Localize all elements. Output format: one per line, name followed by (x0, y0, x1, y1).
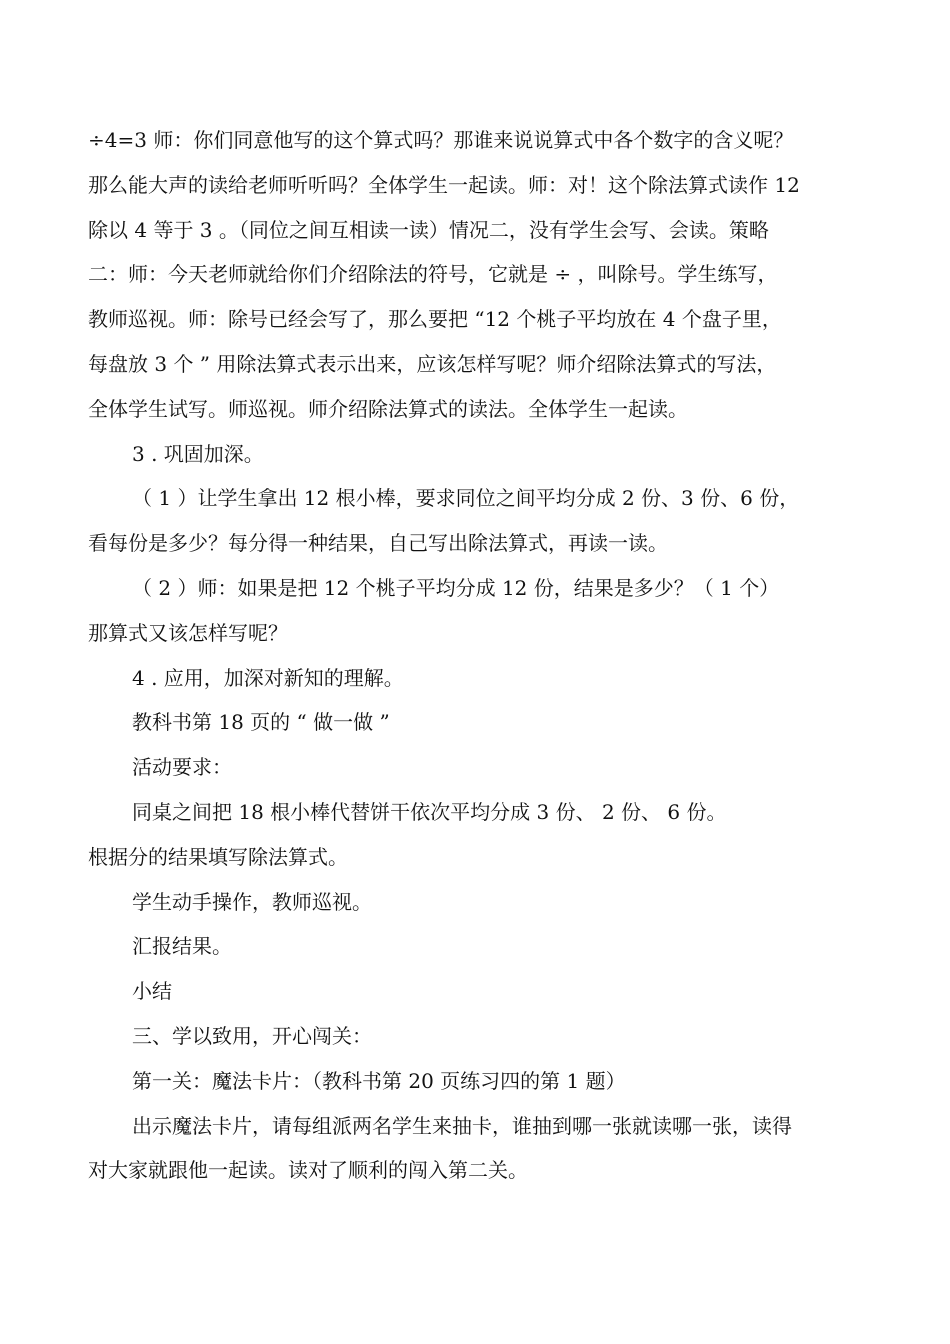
text-line: 3 . 巩固加深。 (132, 441, 264, 466)
paragraph-activity-1 (88, 476, 864, 566)
text-line: 出示魔法卡片，请每组派两名学生来抽卡，谁抽到哪一张就读哪一张，读得 (132, 1113, 792, 1138)
paragraph-level-one (88, 1059, 864, 1104)
text-line: 那么能大声的读给老师听听吗？全体学生一起读。师：对！这个除法算式读作 12 (88, 172, 800, 197)
text-line: （ 1 ）让学生拿出 12 根小棒，要求同位之间平均分成 2 份、3 份、6 份， (132, 486, 800, 511)
text-line: 根据分的结果填写除法算式。 (88, 844, 348, 869)
text-line: 活动要求： (132, 755, 232, 780)
paragraph-activity-2 (88, 566, 864, 656)
text-line: 看每份是多少？每分得一种结果，自己写出除法算式，再读一读。 (88, 531, 668, 556)
text-line: （ 2 ）师：如果是把 12 个桃子平均分成 12 份，结果是多少？（ 1 个） (132, 575, 780, 600)
text-line: 4 . 应用，加深对新知的理解。 (132, 665, 404, 690)
text-line: 三、学以致用，开心闯关： (132, 1023, 372, 1048)
text-line: 二：师：今天老师就给你们介绍除法的符号，它就是 ÷ ，叫除号。学生练写， (88, 262, 778, 287)
document-page (88, 118, 864, 1193)
paragraph-magic-cards (88, 1104, 864, 1194)
text-line: 小结 (132, 979, 172, 1004)
text-line: 同桌之间把 18 根小棒代替饼干依次平均分成 3 份、 2 份、 6 份。 (132, 799, 727, 824)
paragraph-report-results (88, 924, 864, 969)
text-line: 教师巡视。师：除号已经会写了，那么要把 “12 个桃子平均放在 4 个盘子里， (88, 307, 782, 332)
paragraph-summary (88, 969, 864, 1014)
text-line: ÷4=3 师：你们同意他写的这个算式吗？那谁来说说算式中各个数字的含义呢？ (88, 128, 794, 152)
text-line: 教科书第 18 页的 “ 做一做 ” (132, 710, 390, 735)
section-heading-apply (88, 656, 864, 701)
paragraph-activity-requirements (88, 745, 864, 790)
paragraph-division-intro (88, 118, 864, 432)
text-line: 每盘放 3 个 ” 用除法算式表示出来，应该怎样写呢？师介绍除法算式的写法， (88, 351, 777, 376)
text-line: 第一关：魔法卡片：（教科书第 20 页练习四的第 1 题） (132, 1068, 626, 1093)
paragraph-desk-partners (88, 790, 864, 880)
text-line: 对大家就跟他一起读。读对了顺利的闯入第二关。 (88, 1158, 528, 1183)
text-line: 那算式又该怎样写呢？ (88, 620, 288, 645)
paragraph-textbook-ref (88, 700, 864, 745)
text-line: 学生动手操作，教师巡视。 (132, 889, 372, 914)
paragraph-student-operation (88, 880, 864, 925)
section-heading-consolidate (88, 432, 864, 477)
text-line: 汇报结果。 (132, 934, 232, 959)
section-heading-practice (88, 1014, 864, 1059)
text-line: 全体学生试写。师巡视。师介绍除法算式的读法。全体学生一起读。 (88, 396, 688, 421)
text-line: 除以 4 等于 3 。（同位之间互相读一读）情况二，没有学生会写、会读。策略 (88, 217, 769, 242)
